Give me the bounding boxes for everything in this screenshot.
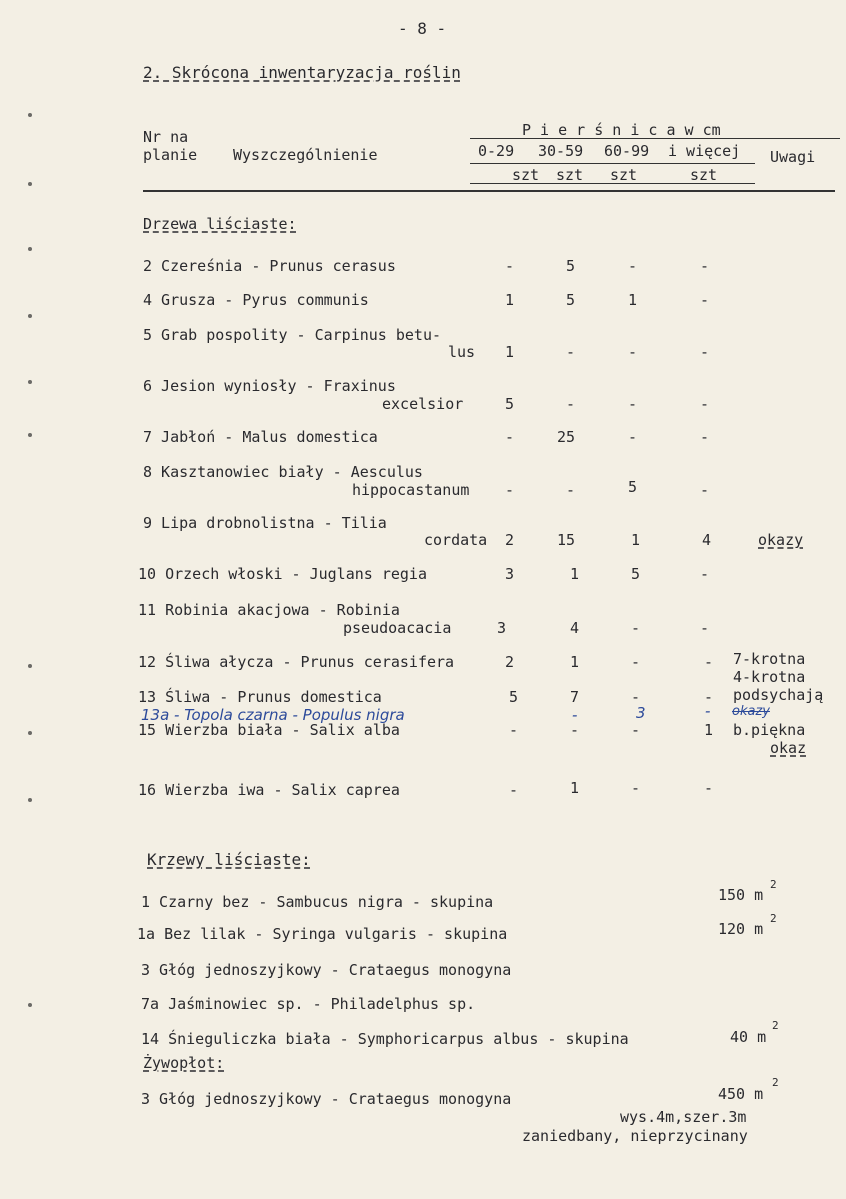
header-nr-line2: planie xyxy=(143,146,198,164)
handwritten-value: - xyxy=(572,706,578,724)
tree-row-name: 10 Orzech włoski - Juglans regia xyxy=(138,565,427,583)
tree-row-value: - xyxy=(700,428,710,446)
tree-row-name-cont: excelsior xyxy=(382,395,464,413)
tree-row-value: - xyxy=(566,481,576,499)
handwritten-value: 3 xyxy=(636,704,646,722)
tree-row-value: 5 xyxy=(509,688,519,706)
punch-hole-6 xyxy=(28,433,32,437)
tree-row-value: 5 xyxy=(631,565,641,583)
header-description: Wyszczególnienie xyxy=(233,146,378,164)
tree-row-value: 3 xyxy=(497,619,507,637)
hedge-row-exp: 2 xyxy=(772,1076,779,1089)
hedge-note-condition: zaniedbany, nieprzycinany xyxy=(522,1127,748,1145)
note-b-piekna: b.piękna xyxy=(733,721,806,739)
tree-row-value: 1 xyxy=(628,291,638,309)
tree-row-value: - xyxy=(631,779,641,797)
header-rule-mid xyxy=(470,163,755,164)
header-nr-line1: Nr na xyxy=(143,128,189,146)
tree-row-value: 1 xyxy=(570,653,580,671)
tree-row-name-cont: cordata xyxy=(424,531,488,549)
tree-row-value: - xyxy=(509,781,519,799)
shrubs-heading: Krzewy liściaste: xyxy=(147,850,311,869)
punch-hole-9 xyxy=(28,798,32,802)
hedge-row-name: 3 Głóg jednoszyjkowy - Crataegus monogyna xyxy=(141,1090,512,1108)
note-7-krotna: 7-krotna xyxy=(733,650,806,668)
tree-row-value: - xyxy=(700,565,710,583)
tree-row-value: - xyxy=(509,721,519,739)
tree-row-value: - xyxy=(628,428,638,446)
tree-row-name: 16 Wierzba iwa - Salix caprea xyxy=(138,781,400,799)
tree-row-value: - xyxy=(566,395,576,413)
tree-row-name: 5 Grab pospolity - Carpinus betu- xyxy=(143,326,442,344)
tree-row-value: 5 xyxy=(566,257,576,275)
tree-row-value: - xyxy=(566,343,576,361)
tree-row-value: - xyxy=(628,257,638,275)
note-4-krotna: 4-krotna xyxy=(733,668,806,686)
page-number: - 8 - xyxy=(398,19,447,38)
punch-hole-7 xyxy=(28,664,32,668)
shrub-row-name: 1a Bez lilak - Syringa vulgaris - skupina xyxy=(137,925,508,943)
tree-row-value: - xyxy=(704,653,714,671)
tree-row-value: 1 xyxy=(505,291,515,309)
hedge-heading: Żywopłot: xyxy=(143,1054,225,1072)
tree-row-name: 2 Czereśnia - Prunus cerasus xyxy=(143,257,396,275)
note-podsychaja: podsychają xyxy=(733,686,824,704)
handwritten-row-13a: 13a - Topola czarna - Populus nigra xyxy=(141,706,405,724)
note-okaz: okaz xyxy=(770,739,807,757)
trees-heading: Drzewa liściaste: xyxy=(143,215,297,233)
header-rule-full xyxy=(143,190,835,192)
tree-row-value: - xyxy=(700,619,710,637)
tree-row-value: - xyxy=(700,257,710,275)
tree-row-name: 15 Wierzba biała - Salix alba xyxy=(138,721,400,739)
shrub-row-name: 14 Śnieguliczka biała - Symphoricarpus albus - skupina xyxy=(141,1030,629,1048)
tree-row-value: - xyxy=(631,688,641,706)
tree-row-value: - xyxy=(631,721,641,739)
tree-row-name: 6 Jesion wyniosły - Fraxinus xyxy=(143,377,396,395)
tree-row-value: - xyxy=(631,653,641,671)
tree-row-value: 15 xyxy=(557,531,576,549)
punch-hole-5 xyxy=(28,380,32,384)
tree-row-value: - xyxy=(704,779,714,797)
tree-row-name: 4 Grusza - Pyrus communis xyxy=(143,291,369,309)
header-range-2: 30-59 xyxy=(538,142,584,160)
tree-row-value: 2 xyxy=(505,653,515,671)
tree-row-value: 5 xyxy=(566,291,576,309)
tree-row-value: 1 xyxy=(570,779,580,797)
shrub-row-exp: 2 xyxy=(770,878,777,891)
shrub-row-name: 3 Głóg jednoszyjkowy - Crataegus monogyna xyxy=(141,961,512,979)
punch-hole-1 xyxy=(28,113,32,117)
header-notes: Uwagi xyxy=(770,148,816,166)
tree-row-value: 7 xyxy=(570,688,580,706)
tree-row-value: 1 xyxy=(505,343,515,361)
tree-row-value: - xyxy=(505,428,515,446)
tree-row-value: - xyxy=(704,688,714,706)
tree-row-name: 11 Robinia akacjowa - Robinia xyxy=(138,601,400,619)
header-unit-2: szt xyxy=(556,166,584,184)
shrub-row-area: 40 m xyxy=(730,1028,767,1046)
tree-row-value: 4 xyxy=(702,531,712,549)
header-unit-3: szt xyxy=(610,166,638,184)
shrub-row-name: 1 Czarny bez - Sambucus nigra - skupina xyxy=(141,893,494,911)
tree-row-value: - xyxy=(570,721,580,739)
header-range-3: 60-99 xyxy=(604,142,650,160)
tree-row-name: 12 Śliwa ałycza - Prunus cerasifera xyxy=(138,653,455,671)
header-unit-4: szt xyxy=(690,166,718,184)
tree-row-value: - xyxy=(700,343,710,361)
hedge-note-size: wys.4m,szer.3m xyxy=(620,1108,747,1126)
section-title: 2. Skrócona inwentaryzacja roślin xyxy=(143,63,461,82)
punch-hole-8 xyxy=(28,731,32,735)
header-range-4: i więcej xyxy=(668,142,741,160)
tree-row-name: 7 Jabłoń - Malus domestica xyxy=(143,428,378,446)
tree-row-value: - xyxy=(700,395,710,413)
tree-row-value: - xyxy=(505,257,515,275)
tree-row-value: 1 xyxy=(631,531,641,549)
handwritten-value: - xyxy=(705,702,711,720)
tree-row-value: - xyxy=(628,395,638,413)
punch-hole-3 xyxy=(28,247,32,251)
tree-row-value: 1 xyxy=(704,721,714,739)
tree-row-name: 8 Kasztanowiec biały - Aesculus xyxy=(143,463,423,481)
punch-hole-10 xyxy=(28,1003,32,1007)
tree-row-value: - xyxy=(700,291,710,309)
punch-hole-2 xyxy=(28,182,32,186)
tree-row-value: - xyxy=(505,481,515,499)
tree-row-value: - xyxy=(628,343,638,361)
header-group-title: P i e r ś n i c a w cm xyxy=(522,121,721,139)
shrub-row-area: 120 m xyxy=(718,920,764,938)
tree-row-name-cont: pseudoacacia xyxy=(343,619,452,637)
shrub-row-exp: 2 xyxy=(770,912,777,925)
shrub-row-name: 7a Jaśminowiec sp. - Philadelphus sp. xyxy=(141,995,476,1013)
tree-row-name: 9 Lipa drobnolistna - Tilia xyxy=(143,514,387,532)
tree-row-value: 4 xyxy=(570,619,580,637)
tree-row-value: 25 xyxy=(557,428,576,446)
header-unit-1: szt xyxy=(512,166,540,184)
header-range-1: 0-29 xyxy=(478,142,515,160)
note-okazy: okazy xyxy=(758,531,804,549)
tree-row-value: 3 xyxy=(505,565,515,583)
tree-row-value: - xyxy=(631,619,641,637)
tree-row-name-cont: hippocastanum xyxy=(352,481,470,499)
header-rule-bottom xyxy=(470,183,755,184)
tree-row-value: 5 xyxy=(505,395,515,413)
punch-hole-4 xyxy=(28,314,32,318)
handwritten-note: okazy xyxy=(732,704,770,719)
hedge-row-area: 450 m xyxy=(718,1085,764,1103)
tree-row-name-cont: lus xyxy=(448,343,476,361)
tree-row-value: 2 xyxy=(505,531,515,549)
tree-row-value: - xyxy=(700,481,710,499)
shrub-row-area: 150 m xyxy=(718,886,764,904)
header-rule-top xyxy=(470,138,840,139)
tree-row-value: 5 xyxy=(628,478,638,496)
tree-row-name: 13 Śliwa - Prunus domestica xyxy=(138,688,382,706)
tree-row-value: 1 xyxy=(570,565,580,583)
shrub-row-exp: 2 xyxy=(772,1019,779,1032)
